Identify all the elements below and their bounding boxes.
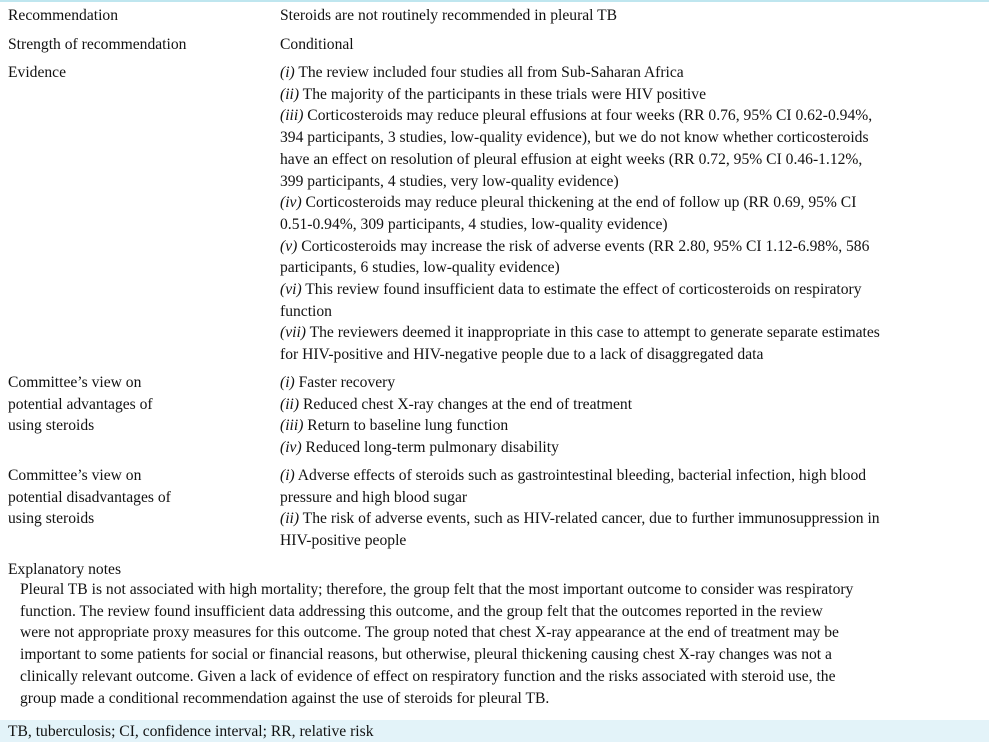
- row-value-line: [280, 236, 980, 258]
- table-top-rule: [0, 0, 989, 2]
- item-text: Corticosteroids may increase the risk of adverse events (RR 2.80, 95% CI 1.12-6.98%, 586: [297, 237, 870, 255]
- notes-line: function. The review found insufficient data addressing this outcome, and the group felt that the outcomes reported in the review: [20, 602, 823, 620]
- item-text: The review included four studies all from Sub-Saharan Africa: [294, 64, 684, 81]
- item-text: Steroids are not routinely recommended in pleural TB: [280, 7, 618, 24]
- row-value-line: [280, 62, 980, 84]
- row-label: [8, 34, 270, 56]
- row-value-line: [280, 372, 980, 394]
- item-number: (i): [280, 374, 295, 391]
- row-value-line: [280, 192, 980, 214]
- row-value-line: [280, 487, 980, 509]
- row-value-line: [280, 34, 980, 56]
- item-number: (i): [280, 467, 295, 484]
- row-value-line: [280, 279, 980, 301]
- item-number: (i): [280, 64, 295, 81]
- row-value-line: [280, 149, 980, 171]
- row-label-line: Committee’s view on: [8, 374, 142, 391]
- notes-line: Pleural TB is not associated with high mortality; therefore, the group felt that the most important outcome to consider was respiratory: [20, 581, 854, 598]
- item-text: Adverse effects of steroids such as gastrointestinal bleeding, bacterial infection, high blood: [294, 467, 867, 484]
- row-value-line: [280, 5, 980, 27]
- row-value-line: [280, 394, 980, 416]
- explanatory-notes-title: Explanatory notes: [8, 561, 122, 578]
- item-text: This review found insufficient data to estimate the effect of corticosteroids on respiratory: [301, 281, 862, 299]
- item-text: The risk of adverse events, such as HIV-related cancer, due to further immunosuppression in: [299, 510, 880, 528]
- row-value-line: [280, 465, 980, 487]
- row-value-line: [280, 105, 980, 127]
- explanatory-notes-body: [20, 579, 981, 709]
- row-label-line: Committee’s view on: [8, 467, 142, 484]
- row-value-line: [280, 344, 980, 366]
- row-value-line: [280, 84, 980, 106]
- item-text: for HIV-positive and HIV-negative people due to a lack of disaggregated data: [280, 346, 764, 364]
- abbreviations-footnote: TB, tuberculosis; CI, confidence interval; RR, relative risk: [8, 723, 374, 740]
- item-text: participants, 6 studies, low-quality evidence): [280, 259, 560, 277]
- row-label-line: Evidence: [8, 64, 67, 81]
- row-value-line: [280, 171, 980, 193]
- item-text: Reduced long-term pulmonary disability: [301, 439, 559, 457]
- item-text: function: [280, 302, 332, 320]
- row-value-line: [280, 415, 980, 437]
- row-value: [280, 34, 980, 56]
- item-text: Faster recovery: [294, 374, 396, 391]
- row-label-line: using steroids: [8, 417, 95, 435]
- item-text: Corticosteroids may reduce pleural thickening at the end of follow up (RR 0.69, 95% CI: [301, 194, 857, 212]
- row-value: [280, 5, 980, 27]
- item-text: The majority of the participants in these trials were HIV positive: [299, 85, 706, 103]
- row-value: [280, 372, 980, 459]
- row-label: [8, 5, 270, 27]
- row-value-line: [280, 127, 980, 149]
- item-number: (iv): [280, 439, 302, 457]
- item-text: have an effect on resolution of pleural effusion at eight weeks (RR 0.72, 95% CI 0.46-1.12%,: [280, 150, 863, 168]
- row-label-line: Recommendation: [8, 7, 118, 24]
- row-label-line: Strength of recommendation: [8, 36, 187, 53]
- row-label-line: potential advantages of: [8, 395, 153, 413]
- notes-line: important to some patients for social or financial reasons, but otherwise, pleural thickening causing chest X-ray changes was not a: [20, 646, 832, 664]
- item-number: (v): [280, 237, 298, 255]
- item-text: Reduced chest X-ray changes at the end of treatment: [299, 395, 633, 413]
- item-number: (ii): [280, 85, 300, 103]
- item-text: pressure and high blood sugar: [280, 488, 468, 506]
- item-text: Return to baseline lung function: [303, 417, 509, 435]
- row-value-line: [280, 214, 980, 236]
- row-label: [8, 372, 270, 437]
- item-number: (iii): [280, 417, 304, 435]
- row-value-line: [280, 530, 980, 552]
- row-label-line: potential disadvantages of: [8, 488, 171, 506]
- row-value: [280, 62, 980, 366]
- item-text: 0.51-0.94%, 309 participants, 4 studies, low-quality evidence): [280, 215, 668, 233]
- item-text: The reviewers deemed it inappropriate in this case to attempt to generate separate estimates: [305, 324, 880, 342]
- row-value: [280, 465, 980, 552]
- row-value-line: [280, 437, 980, 459]
- row-value-line: [280, 257, 980, 279]
- item-number: (vi): [280, 281, 302, 299]
- row-value-line: [280, 301, 980, 323]
- notes-line: clinically relevant outcome. Given a lack of evidence of effect on respiratory function and the risks associated with steroid use, the: [20, 667, 836, 685]
- item-number: (iv): [280, 194, 302, 212]
- row-label-line: using steroids: [8, 510, 95, 528]
- item-number: (ii): [280, 395, 300, 413]
- item-text: 399 participants, 4 studies, very low-quality evidence): [280, 172, 619, 190]
- item-text: 394 participants, 3 studies, low-quality evidence), but we do not know whether corticosteroids: [280, 129, 869, 147]
- item-text: Corticosteroids may reduce pleural effusions at four weeks (RR 0.76, 95% CI 0.62-0.94%,: [303, 107, 873, 125]
- row-label: [8, 62, 270, 84]
- notes-line: group made a conditional recommendation against the use of steroids for pleural TB.: [20, 689, 550, 707]
- item-number: (vii): [280, 324, 306, 342]
- item-text: Conditional: [280, 36, 354, 53]
- item-number: (ii): [280, 510, 300, 528]
- notes-line: were not appropriate proxy measures for this outcome. The group noted that chest X-ray appearance at the end of treatment may be: [20, 624, 839, 642]
- item-text: HIV-positive people: [280, 532, 407, 550]
- row-value-line: [280, 322, 980, 344]
- row-value-line: [280, 508, 980, 530]
- item-number: (iii): [280, 107, 304, 125]
- row-label: [8, 465, 270, 530]
